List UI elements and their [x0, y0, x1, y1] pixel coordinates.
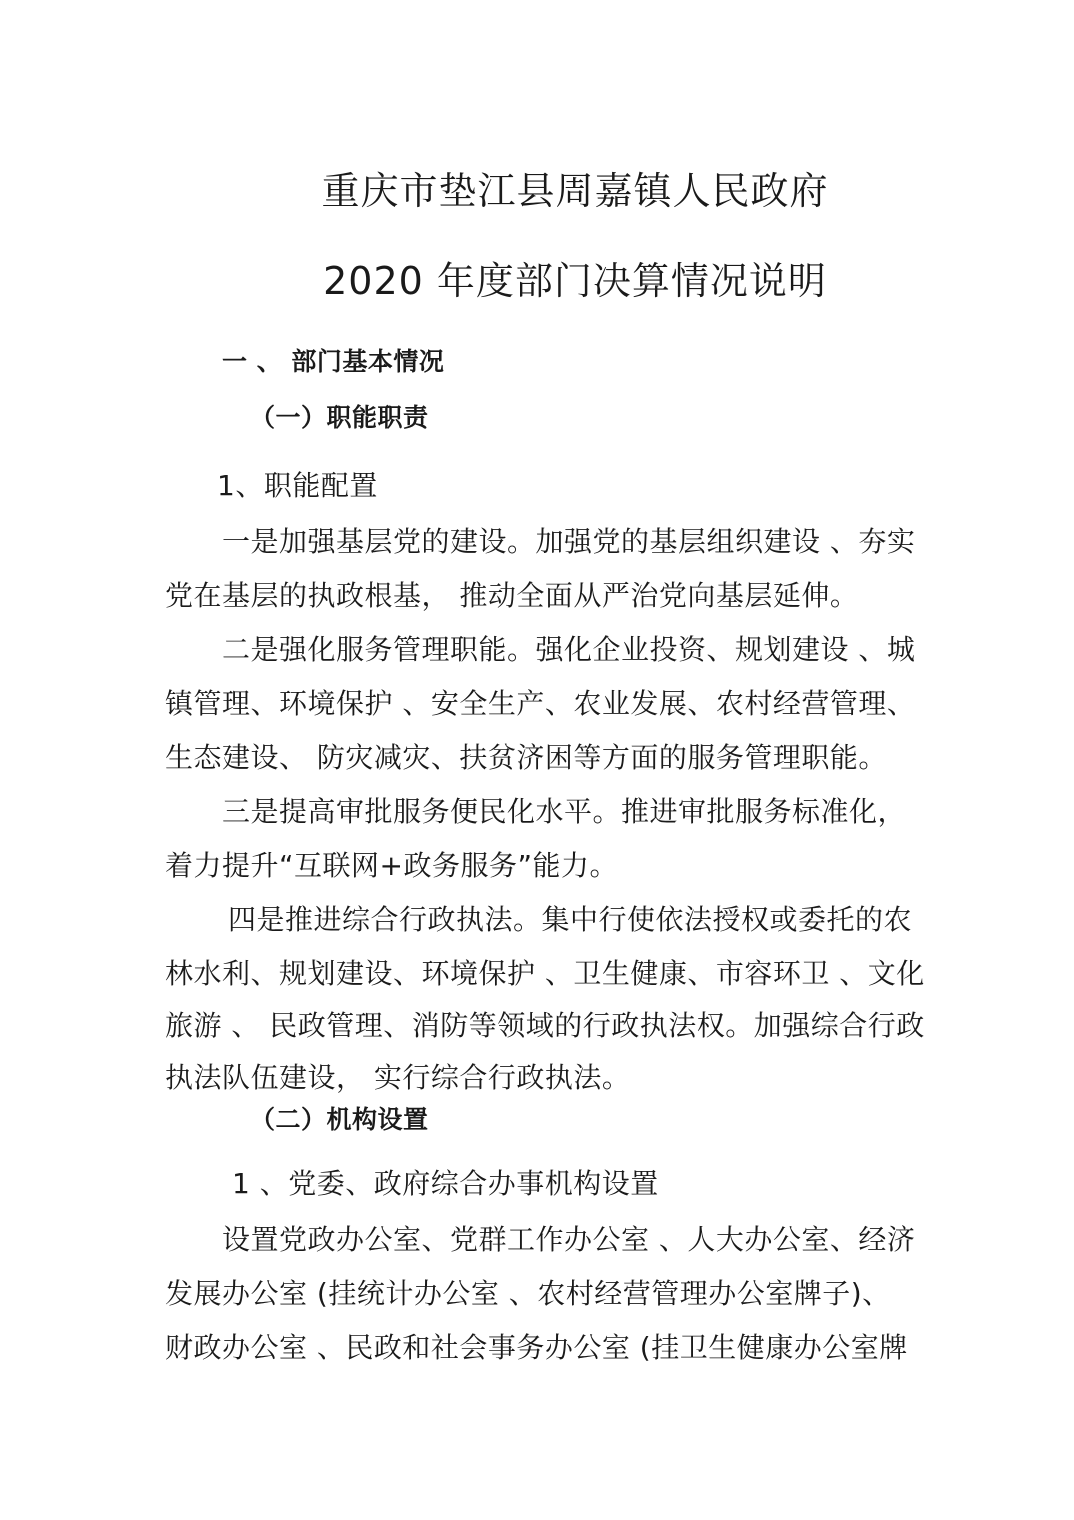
subsection-heading-org: （二）机构设置	[250, 1105, 429, 1134]
document-title-line-2: 2020 年度部门决算情况说明	[323, 259, 827, 303]
paragraph-line: 生态建设、 防灾减灾、扶贫济困等方面的服务管理职能。	[165, 741, 887, 774]
paragraph-line: 财政办公室 、民政和社会事务办公室 (挂卫生健康办公室牌	[165, 1331, 908, 1364]
document-title-line-1: 重庆市垫江县周嘉镇人民政府	[321, 169, 829, 213]
paragraph-line: 旅游 、 民政管理、消防等领域的行政执法权。加强综合行政	[165, 1009, 925, 1042]
paragraph-line: 一是加强基层党的建设。加强党的基层组织建设 、夯实	[222, 525, 916, 558]
paragraph-line: 着力提升“互联网+政务服务”能力。	[165, 849, 618, 882]
paragraph-line: 镇管理、环境保护 、安全生产、农业发展、农村经营管理、	[165, 687, 916, 720]
paragraph-line: 党在基层的执政根基， 推动全面从严治党向基层延伸。	[165, 579, 859, 612]
paragraph-line: 林水利、规划建设、环境保护 、卫生健康、市容环卫 、文化	[165, 957, 925, 990]
paragraph-line: 四是推进综合行政执法。集中行使依法授权或委托的农	[228, 903, 913, 936]
paragraph-line: 二是强化服务管理职能。强化企业投资、规划建设 、城	[222, 633, 916, 666]
paragraph-line: 执法队伍建设， 实行综合行政执法。	[165, 1061, 631, 1094]
paragraph-line: 三是提高审批服务便民化水平。推进审批服务标准化，	[222, 795, 907, 828]
paragraph-line: 发展办公室 (挂统计办公室 、农村经营管理办公室牌子)、	[165, 1277, 891, 1310]
paragraph-line: 设置党政办公室、党群工作办公室 、人大办公室、经济	[222, 1223, 916, 1256]
section-heading-1: 一 、 部门基本情况	[222, 347, 445, 376]
subsection-heading-functions: （一）职能职责	[250, 403, 429, 432]
item-heading-org-setup: 1 、党委、政府综合办事机构设置	[232, 1167, 659, 1200]
item-heading-function-config: 1、职能配置	[217, 469, 378, 502]
